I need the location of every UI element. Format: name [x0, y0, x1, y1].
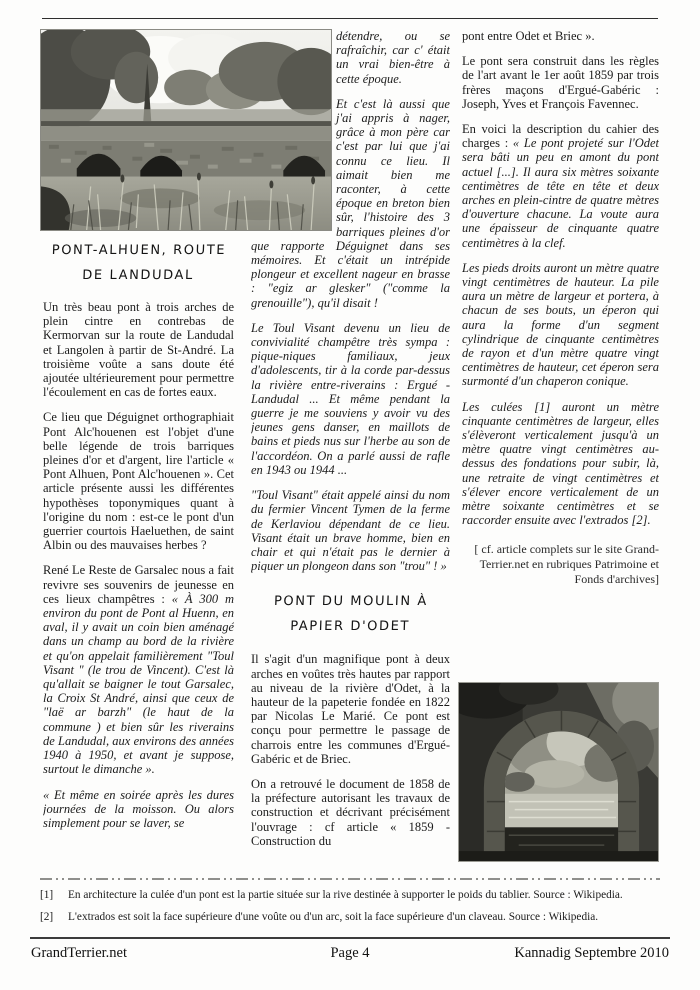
article1-continuation-2: Et c'est là aussi que j'ai appris à nager, grâce à mon père car c'est par lui que j'ai connu ce lieu. Il aimait bien me raconter, à cette époque en breton bien sûr, l'histoire des 3 barriques pleines d'or que rapporte Déguignet dans ses mémoires. Et c'était un intrépide plongeur et excellent nageur en brasse : "egiz ar glesker" ("comme la grenouille"), qu'il disait ! — [251, 96, 450, 310]
photo-wrap-spacer — [251, 29, 336, 237]
footnote-2-number: [2] — [40, 911, 54, 923]
left-column — [43, 238, 234, 880]
article2-paragraph-5-intro: En voici la description du cahier des charges : — [462, 122, 659, 151]
article1-continuation-3: Le Toul Visant devenu un lieu de convivialité champêtre très sympa : pique-niques familiaux, jeux d'adolescents, tir à la corde par-dessus la rivière entre-riverains : Ergué - Landudal ... Et même pendant la guerre je me souviens y avoir vu des jeunes gens danser, en maillots de bains et pieds nus sur l'herbe au son de l'accordéon. On a parlé aussi de rafle en 1943 ou 1944 ... — [251, 320, 450, 477]
article2-paragraph-7: Les culées [1] auront un mètre cinquante centimètres de largeur, elles s'élèveront verticalement jusqu'à un mètre quatre vingt centimètres au-dessus des fondations pour subir, là, une retraite de vingt centimètres et s'élever encore verticalement de un mètre soixante centimètres et se raccorder ensuite avec l'extrados [2]. — [462, 399, 659, 528]
article2-paragraph-3: pont entre Odet et Briec ». — [462, 29, 595, 43]
article1-continuation-1: détendre, ou se rafraîchir, car c' était un vrai bien-être à cette époque. — [336, 29, 450, 86]
article1-title-line1: PONT-ALHUEN, ROUTE — [51, 243, 227, 258]
article2-title-line2: PAPIER D'ODET — [289, 619, 411, 635]
article1-title-line2: DE LANDUDAL — [82, 268, 195, 283]
footnote-2 — [40, 910, 664, 924]
footer-issue: Kannadig Septembre 2010 — [514, 945, 670, 961]
article1-continuation-4: "Toul Visant" était appelé ainsi du nom du fermier Vincent Tymen de la ferme de Kerlaviou dépendant de ce lieu. Visant était un brave homme, bien en chair et qui n'était pas le dernier à piquer un plongeon dans son "trou" ! » — [251, 488, 450, 574]
article2-title-line1: PONT DU MOULIN À — [273, 594, 429, 610]
article1-title — [43, 238, 234, 288]
site-reference-note: [ cf. article complets sur le site Grand-Terrier.net en rubriques Patrimoine et Fonds d'archives] — [474, 541, 659, 586]
article1-paragraph-4: « Et même en soirée après les dures journées de la moisson. Ou alors simplement pour se laver, se — [43, 787, 234, 830]
footnote-divider — [40, 878, 660, 880]
middle-column — [251, 29, 450, 879]
article2-paragraph-5-quote: « Le pont projeté sur l'Odet sera bâti un peu en amont du pont actuel [...]. Il aura six mètres soixante centimètres de tête en tête et deux arches en plein-cintre de quatre mètres d'ouverture chacune. La voute aura une épaisseur de cinquante quatre centimètres à la clef. — [462, 136, 659, 250]
footnotes — [40, 888, 664, 932]
footnote-1-number: [1] — [40, 889, 54, 901]
article2-paragraph-6: Les pieds droits auront un mètre quatre vingt centimètres de hauteur. La pile aura un mètre de largeur et portera, à chacun de ses bouts, un éperon qui aura la forme d'un segment cylindrique de cinquante centimètres de rayon et d'un mètre quatre vingt centimètres de hauteur, cet éperon sera surmonté d'un chaperon conique. — [462, 260, 659, 389]
article1-paragraph-1: Un très beau pont à trois arches de plein cintre en contrebas de Kermorvan sur la route de Landudal et Langolen à partir de St-André. La troisième voûte a sans doute été ajoutée ultérieurement pour permettre l'écoulement en cas de fortes eaux. — [43, 300, 234, 400]
article1-paragraph-2: Ce lieu que Déguignet orthographiait Pont Alc'houenen est l'objet d'une belle légende de trois barriques pleines d'or et d'argent, lire l'article « Pont Alhuen, Pont Alc'houenen ». Cet article présente aussi les différentes hypothèses toponymiques quant à l'origine du nom : est-ce le pont d'un guerrier courtois Haeluethen, de saint Albin ou des mauvaises herbes ? — [43, 410, 234, 553]
article2-paragraph-5 — [462, 122, 659, 250]
footer-rule — [30, 937, 670, 939]
footer — [31, 944, 669, 962]
article1-paragraph-3-intro: René Le Reste de Garsalec nous a fait revivre ses souvenirs de jeunesse en ces lieux champêtres : — [43, 563, 234, 606]
article2-paragraph-1: Il s'agit d'un magnifique pont à deux arches en voûtes très hautes par rapport au niveau de la rivière d'Odet, à la hauteur de la papeterie fondée en 1822 par Nicolas Le Marié. Ce pont est conçu pour permettre le passage de charrois entre les communes d'Ergué-Gabéric et de Briec. — [251, 652, 450, 766]
article1-paragraph-3 — [43, 563, 234, 776]
right-column — [462, 29, 659, 679]
footnote-1-text: En architecture la culée d'un pont est la partie située sur la rive destinée à supporter le poids du tablier. Source : Wikipedia. — [68, 889, 623, 901]
top-rule — [42, 18, 658, 19]
footnote-2-text: L'extrados est soit la face supérieure d'une voûte ou d'un arc, soit la face supérieure d'un claveau. Source : Wikipedia. — [68, 911, 599, 923]
footer-site-name: GrandTerrier.net — [31, 945, 128, 961]
article2-paragraph-4: Le pont sera construit dans les règles de l'art avant le 1er août 1859 par trois frères maçons d'Ergué-Gabéric : Joseph, Yves et François Favennec. — [462, 54, 659, 111]
article2-paragraph-2: On a retrouvé le document de 1858 de la préfecture autorisant les travaux de construction et décrivant précisément l'ouvrage : cf article « 1859 - Construction du — [251, 776, 450, 848]
article1-paragraph-3-quote: « À 300 m environ du pont de Pont al Huenn, en aval, il y avait un coin bien aménagé dans un champ au bord de la rivière et qu'on appelait familièrement "Toul Visant " (le trou de Vincent). C'est là qu'allait se baigner le tout Garsalec, la Croix St André, ainsi que ceux de "laë ar barzh" (le haut de la commune ) et bien sûr les riverains de Landudal, aux environs des années 1940 à 1950, et avant je suppose, surtout le dimanche ». — [43, 591, 234, 777]
arch-underpass-photo — [458, 682, 659, 862]
footnote-1 — [40, 888, 664, 902]
arch-underpass-illustration — [459, 683, 658, 861]
footer-page-number: Page 4 — [330, 945, 370, 961]
article2-title — [251, 589, 450, 639]
